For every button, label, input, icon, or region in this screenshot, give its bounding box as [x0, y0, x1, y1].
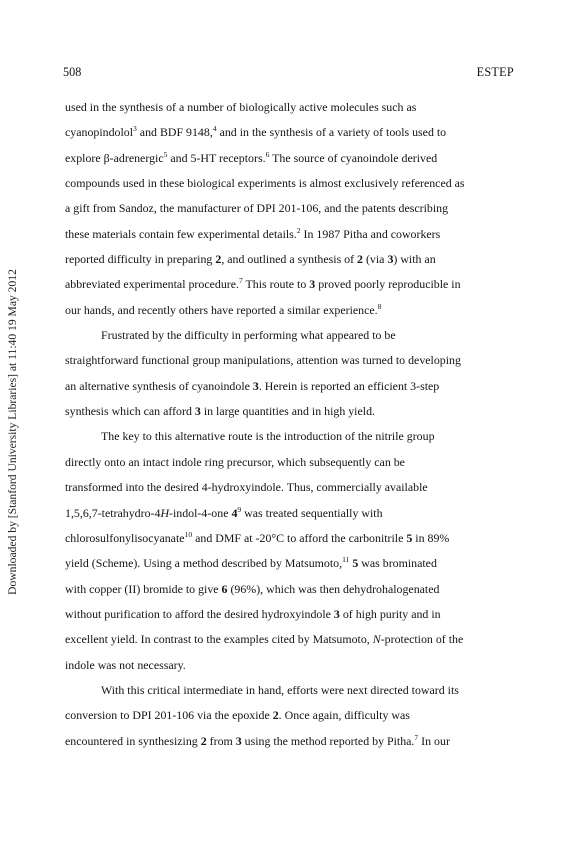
compound-number: 6: [221, 581, 228, 596]
text-segment: ) with an: [393, 252, 436, 267]
reference-superscript: 2: [296, 225, 301, 235]
reference-superscript: 7: [414, 732, 419, 742]
text-segment: and in the synthesis of a variety of tools used to: [216, 125, 447, 140]
compound-number: 3: [387, 252, 394, 267]
reference-superscript: 9: [237, 504, 242, 514]
text-line: [65, 703, 511, 728]
reference-superscript: 5: [163, 149, 168, 159]
text-line: [65, 348, 511, 373]
text-segment: . Herein is reported an efficient 3-step: [258, 378, 440, 393]
text-line: [65, 653, 511, 678]
page-header: [63, 65, 514, 81]
compound-number: 3: [235, 733, 242, 748]
text-segment: cyanopindolol: [65, 125, 134, 140]
text-segment: was brominated: [358, 556, 437, 571]
text-segment: -indol-4-one: [169, 505, 232, 520]
compound-number: 3: [309, 277, 316, 292]
text-segment: encountered in synthesizing: [65, 733, 201, 748]
text-line: [65, 323, 511, 348]
text-line: [65, 501, 511, 526]
text-segment: compounds used in these biological experiments is almost exclusively referenced as: [65, 176, 465, 191]
reference-superscript: 3: [133, 124, 137, 134]
reference-superscript: 4: [212, 124, 217, 134]
reference-superscript: 10: [184, 529, 193, 539]
text-segment: (via: [363, 252, 388, 267]
text-segment: from: [206, 733, 236, 748]
compound-number: 3: [252, 378, 259, 393]
text-segment: used in the synthesis of a number of biologically active molecules such as: [65, 100, 417, 114]
compound-number: 2: [215, 252, 222, 267]
text-line: [65, 222, 511, 247]
compound-number: 2: [200, 733, 207, 748]
text-line: [65, 171, 511, 196]
text-line: [65, 298, 511, 323]
text-segment: in 89%: [412, 530, 450, 545]
text-segment: our hands, and recently others have reported a similar experience.: [65, 302, 378, 317]
text-segment: explore β-adrenergic: [65, 150, 164, 165]
text-line: [65, 602, 511, 627]
text-line: [65, 247, 511, 272]
text-segment: -protection of the: [380, 632, 464, 647]
text-segment: With this critical intermediate in hand, efforts were next directed toward its: [101, 682, 459, 697]
text-segment: N: [372, 632, 381, 647]
text-line: [65, 475, 511, 500]
text-segment: using the method reported by Pitha.: [241, 733, 415, 748]
compound-number: 3: [194, 404, 201, 419]
compound-number: 2: [272, 708, 279, 723]
text-segment: 1,5,6,7-tetrahydro-4: [65, 505, 161, 520]
text-line: [65, 551, 511, 576]
text-line: [65, 627, 511, 652]
text-line: [65, 678, 511, 703]
text-line: [65, 95, 511, 120]
text-segment: proved poorly reproducible in: [315, 277, 461, 292]
text-line: [65, 577, 511, 602]
text-line: [65, 526, 511, 551]
text-segment: a gift from Sandoz, the manufacturer of DPI 201-106, and the patents describing: [65, 201, 449, 216]
text-line: [65, 424, 511, 449]
compound-number: 4: [231, 505, 238, 520]
reference-superscript: 7: [238, 276, 243, 286]
text-line: [65, 146, 511, 171]
text-line: [65, 272, 511, 297]
text-segment: and DMF at -20°C to afford the carbonitrile: [192, 530, 407, 545]
page-number: 508: [63, 65, 82, 79]
download-watermark: Downloaded by [Stanford University Libraries] at 11:40 19 May 2012: [6, 269, 19, 595]
text-segment: transformed into the desired 4-hydroxyindole. Thus, commercially available: [65, 480, 428, 495]
reference-superscript: 8: [377, 301, 382, 311]
text-segment: conversion to DPI 201-106 via the epoxide: [65, 708, 273, 723]
text-segment: The source of cyanoindole derived: [269, 150, 438, 165]
text-segment: Frustrated by the difficulty in performing what appeared to be: [101, 328, 396, 343]
compound-number: 3: [333, 606, 340, 621]
reference-superscript: 11: [342, 555, 350, 565]
text-segment: without purification to afford the desired hydroxyindole: [65, 606, 334, 621]
text-segment: In our: [418, 733, 450, 748]
text-line: [65, 196, 511, 221]
text-segment: directly onto an intact indole ring precursor, which subsequently can be: [65, 454, 405, 469]
text-line: [65, 374, 511, 399]
text-segment: was treated sequentially with: [241, 505, 383, 520]
text-segment: The key to this alternative route is the introduction of the nitrile group: [101, 429, 435, 444]
text-segment: in large quantities and in high yield.: [200, 404, 375, 419]
text-segment: of high purity and in: [339, 606, 441, 621]
text-segment: synthesis which can afford: [65, 404, 195, 419]
text-segment: reported difficulty in preparing: [65, 252, 216, 267]
text-segment: chlorosulfonylisocyanate: [65, 530, 185, 545]
running-head: ESTEP: [476, 65, 514, 79]
text-segment: excellent yield. In contrast to the examples cited by Matsumoto,: [65, 632, 373, 647]
text-segment: indole was not necessary.: [65, 657, 186, 672]
compound-number: 5: [352, 556, 359, 571]
reference-superscript: 6: [265, 149, 270, 159]
text-segment: an alternative synthesis of cyanoindole: [65, 378, 253, 393]
text-line: [65, 729, 511, 754]
text-line: [65, 450, 511, 475]
text-segment: abbreviated experimental procedure.: [65, 277, 239, 292]
text-segment: H: [160, 505, 170, 520]
text-segment: This route to: [242, 277, 310, 292]
text-line: [65, 399, 511, 424]
text-segment: and 5-HT receptors.: [167, 150, 266, 165]
text-segment: (96%), which was then dehydrohalogenated: [227, 581, 440, 596]
text-segment: yield (Scheme). Using a method described by Matsumoto,: [65, 556, 343, 571]
text-segment: , and outlined a synthesis of: [221, 252, 358, 267]
body-text: [65, 95, 511, 754]
text-line: [65, 120, 511, 145]
text-segment: with copper (II) bromide to give: [65, 581, 222, 596]
text-segment: In 1987 Pitha and coworkers: [300, 226, 441, 241]
compound-number: 5: [406, 530, 413, 545]
text-segment: . Once again, difficulty was: [278, 708, 410, 723]
text-segment: straightforward functional group manipulations, attention was turned to developing: [65, 353, 461, 368]
text-segment: these materials contain few experimental details.: [65, 226, 297, 241]
text-segment: and BDF 9148,: [136, 125, 213, 140]
compound-number: 2: [357, 252, 363, 267]
